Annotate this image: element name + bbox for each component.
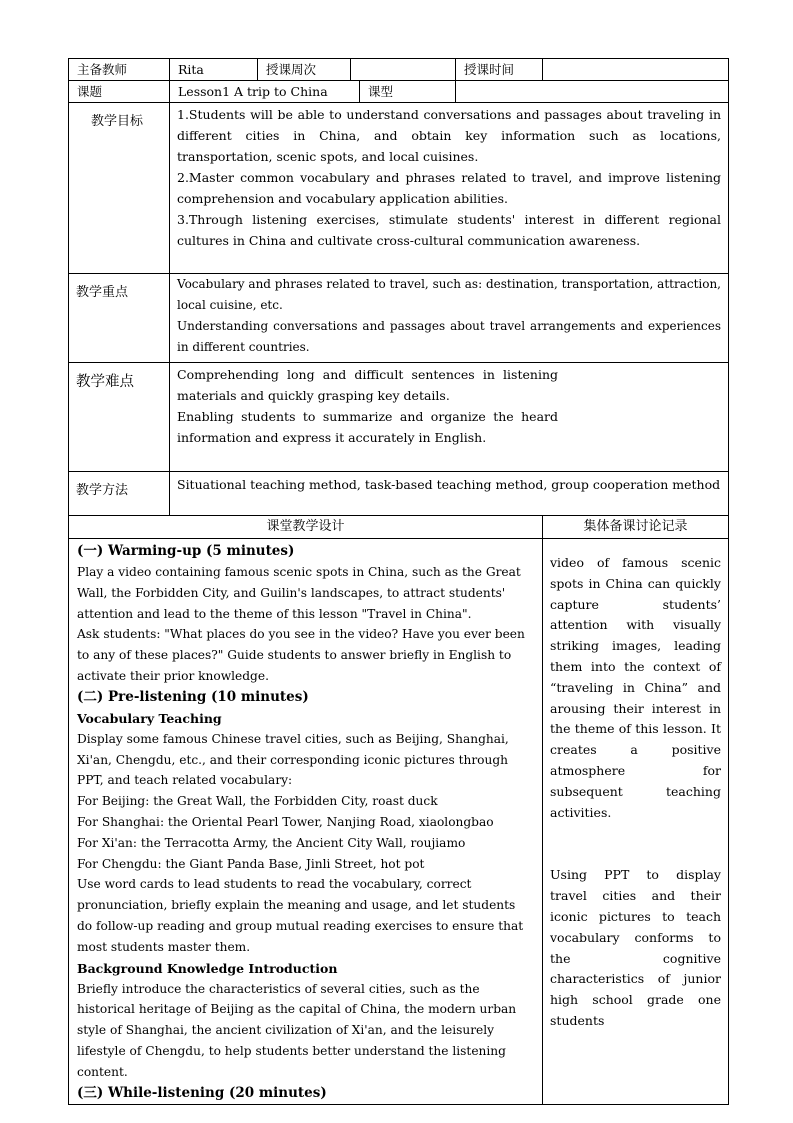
vocab-heading: Vocabulary Teaching <box>77 710 222 726</box>
lead-teacher-label: 主备教师 <box>69 59 170 81</box>
lead-teacher-value: Rita <box>170 59 258 81</box>
header-row-2 <box>69 81 729 103</box>
type-label: 课型 <box>360 81 456 103</box>
topic-label: 课题 <box>69 81 170 103</box>
city-shanghai: For Shanghai: the Oriental Pearl Tower, Nanjing Road, xiaolongbao <box>77 814 494 829</box>
difficulties-label: 教学难点 <box>69 363 170 472</box>
key-points-content <box>170 274 729 363</box>
notes-content <box>543 539 729 1105</box>
week-value <box>351 59 456 81</box>
header-row-1 <box>69 59 729 81</box>
lesson-plan-sheet <box>68 58 728 1105</box>
difficulty-2: Enabling students to summarize and organize the heard information and express it accurately in English. <box>177 409 558 445</box>
methods-label: 教学方法 <box>69 472 170 516</box>
background-text: Briefly introduce the characteristics of several cities, such as the historical heritage of Beijing as the capital of China, the modern urban style of Shanghai, the ancient civilization of Xi'an, and the leisurely lifestyle of Chengdu, to help students better understand the listening content. <box>77 981 517 1079</box>
key-points-label: 教学重点 <box>69 274 170 363</box>
difficulties-content <box>170 363 729 472</box>
objectives-label: 教学目标 <box>69 103 170 274</box>
city-beijing: For Beijing: the Great Wall, the Forbidden City, roast duck <box>77 794 438 809</box>
warmup-paragraph-2: Ask students: "What places do you see in the video? Have you ever been to any of these places?" Guide students to answer briefly in English to activate their prior knowledge. <box>77 627 525 683</box>
vocab-intro: Display some famous Chinese travel cities, such as Beijing, Shanghai, Xi'an, Chengdu, etc., and their corresponding iconic pictures through PPT, and teach related vocabulary: <box>77 731 509 788</box>
objective-1: 1.Students will be able to understand conversations and passages about traveling in different cities in China, and obtain key information such as locations, transportation, scenic spots, and local cuisines. <box>177 107 721 164</box>
difficulties-row <box>69 363 729 472</box>
type-value <box>456 81 729 103</box>
objectives-content <box>170 103 729 274</box>
objective-2: 2.Master common vocabulary and phrases related to travel, and improve listening comprehension and vocabulary application abilities. <box>177 170 721 206</box>
key-point-1: Vocabulary and phrases related to travel, such as: destination, transportation, attraction, local cuisine, etc. <box>177 277 721 312</box>
prelistening-title: (二) Pre-listening (10 minutes) <box>77 688 309 705</box>
methods-content <box>170 472 729 516</box>
notes-header: 集体备课讨论记录 <box>543 516 729 539</box>
topic-value: Lesson1 A trip to China <box>170 81 360 103</box>
time-label: 授课时间 <box>456 59 543 81</box>
methods-text: Situational teaching method, task-based teaching method, group cooperation method <box>177 477 721 492</box>
objective-3: 3.Through listening exercises, stimulate students' interest in different regional cultures in China and cultivate cross-cultural communication awareness. <box>177 212 721 248</box>
discussion-note-2: Using PPT to display travel cities and their iconic pictures to teach vocabulary conforms to the cognitive characteristics of junior high school grade one students <box>550 867 721 1028</box>
time-value <box>543 59 729 81</box>
city-xian: For Xi'an: the Terracotta Army, the Ancient City Wall, roujiamo <box>77 835 466 850</box>
difficulty-1: Comprehending long and difficult sentences in listening materials and quickly grasping key details. <box>177 367 558 403</box>
word-cards-text: Use word cards to lead students to read the vocabulary, correct pronunciation, briefly explain the meaning and usage, and let students do follow-up reading and group mutual reading exercises to ensure that most students master them. <box>77 877 524 954</box>
design-content <box>69 539 543 1105</box>
city-chengdu: For Chengdu: the Giant Panda Base, Jinli Street, hot pot <box>77 856 425 871</box>
design-content-row <box>69 539 729 1105</box>
warmup-paragraph-1: Play a video containing famous scenic spots in China, such as the Great Wall, the Forbidden City, and Guilin's landscapes, to attract students' attention and lead to the theme of this lesson "Travel in China". <box>77 565 521 621</box>
design-header: 课堂教学设计 <box>69 516 543 539</box>
key-points-row <box>69 274 729 363</box>
lesson-plan-table <box>68 58 729 1105</box>
background-heading: Background Knowledge Introduction <box>77 960 338 976</box>
methods-row <box>69 472 729 516</box>
warmup-title: (一) Warming-up (5 minutes) <box>77 543 295 559</box>
discussion-note-1: video of famous scenic spots in China can quickly capture students’ attention with visually striking images, leading them into the context of “traveling in China” and arousing their interest in the theme of this lesson. It creates a positive atmosphere for subsequent teaching activities. <box>550 555 721 820</box>
key-point-2: Understanding conversations and passages about travel arrangements and experiences in different countries. <box>177 319 721 354</box>
objectives-row <box>69 103 729 274</box>
whilelistening-title: (三) While-listening (20 minutes) <box>77 1084 327 1101</box>
design-header-row <box>69 516 729 539</box>
week-label: 授课周次 <box>258 59 351 81</box>
